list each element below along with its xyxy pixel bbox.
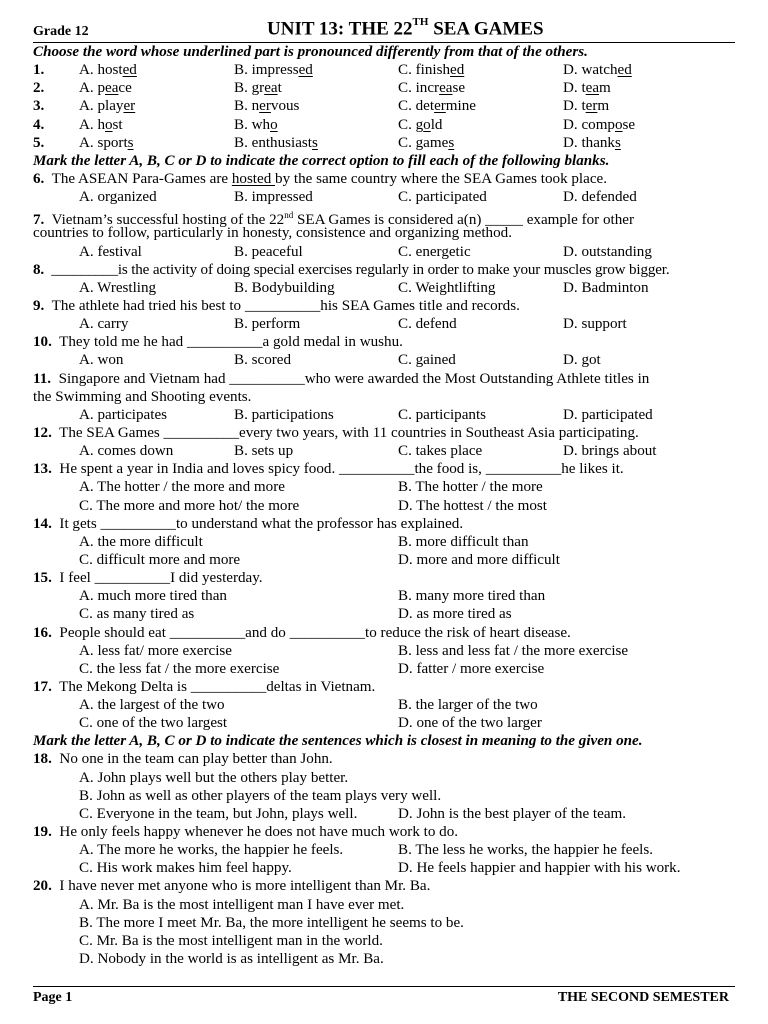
option-b: B. enthusiasts [234,134,318,151]
option-b: B. Bodybuilding [234,279,335,296]
pronunciation-item-1: 1. A. hosted B. impressed C. finished D. watched [33,62,632,79]
option-d: D. term [563,98,610,115]
question-13-stem: 13. He spent a year in India and loves spicy food. __________the food is, __________he likes it. [33,461,624,478]
option-b: B. more difficult than [398,533,529,550]
option-b: B. The hotter / the more [398,479,543,496]
option-d: D. John is the best player of the team. [398,805,627,822]
option-c: C. Everyone in the team, but John, plays well. [79,805,358,822]
option-d: D. got [563,352,601,369]
pronunciation-item-2: 2. A. peace B. great C. increase D. team [33,80,611,97]
option-b: B. impressed [234,189,313,206]
option-d: D. team [563,80,611,97]
instruction-fill-blanks: Mark the letter A, B, C or D to indicate the correct option to fill each of the following blanks. [33,152,610,169]
question-20-stem: 20. I have never met anyone who is more intelligent than Mr. Ba. [33,878,431,895]
option-a: A. The more he works, the happier he feels. [79,842,344,859]
page-footer [33,986,735,1007]
option-b: B. the larger of the two [398,697,538,714]
option-d: D. watched [563,62,632,79]
question-17-options [33,696,735,732]
option-a: A. comes down [79,443,174,460]
option-a: A. sports [79,134,134,151]
option-c: C. Weightlifting [398,279,496,296]
option-d: D. outstanding [563,243,652,260]
option-d: D. as more tired as [398,606,512,623]
option-d: D. more and more difficult [398,551,560,568]
option-b: B. great [234,80,282,97]
option-b: B. many more tired than [398,588,546,605]
option-b: B. The more I meet Mr. Ba, the more intelligent he seems to be. [79,914,464,931]
pronunciation-item-3: 3. A. player B. nervous C. determine D. term [33,98,610,115]
option-a: A. less fat/ more exercise [79,642,232,659]
question-15-stem: 15. I feel __________I did yesterday. [33,570,263,587]
page-title: UNIT 13: THE 22TH SEA GAMES [267,16,544,40]
question-6-options [33,188,735,206]
option-c: C. games [398,134,455,151]
option-c: C. His work makes him feel happy. [79,860,292,877]
option-a: A. carry [79,316,129,333]
question-19-options [33,841,735,877]
question-9-stem: 9. The athlete had tried his best to __________his SEA Games title and records. [33,297,520,314]
question-18-stem: 18. No one in the team can play better than John. [33,751,333,768]
option-b: B. who [234,116,278,133]
page-header [33,18,735,43]
question-11-stem: 11. Singapore and Vietnam had __________who were awarded the Most Outstanding Athlete titles in [33,370,650,387]
question-15-options [33,587,735,623]
option-c: C. takes place [398,443,483,460]
option-d: D. participated [563,406,653,423]
option-c: C. gained [398,352,456,369]
option-d: D. brings about [563,443,657,460]
option-a: A. Mr. Ba is the most intelligent man I have ever met. [79,896,405,913]
option-a: A. organized [79,189,157,206]
question-20-options [33,896,735,969]
option-b: B. John as well as other players of the team plays very well. [79,787,442,804]
option-a: A. Wrestling [79,279,157,296]
question-17-stem: 17. The Mekong Delta is __________deltas in Vietnam. [33,678,376,695]
option-a: A. John plays well but the others play better. [79,769,349,786]
question-14-options [33,533,735,569]
option-a: A. the largest of the two [79,697,225,714]
option-d: D. Badminton [563,279,649,296]
question-19-stem: 19. He only feels happy whenever he does not have much work to do. [33,824,459,841]
question-10-stem: 10. They told me he had __________a gold medal in wushu. [33,334,403,351]
question-8-stem: 8. _________is the activity of doing special exercises regularly in order to make your muscles grow bigger. [33,261,670,278]
option-a: A. won [79,352,124,369]
option-c: C. determine [398,98,476,115]
option-b: B. participations [234,406,334,423]
question-16-options [33,642,735,678]
question-7-options [33,243,735,261]
option-c: C. difficult more and more [79,551,241,568]
pronunciation-item-5: 5. A. sports B. enthusiasts C. games D. thanks [33,134,621,151]
option-d: D. fatter / more exercise [398,660,545,677]
question-16-stem: 16. People should eat __________and do __________to reduce the risk of heart disease. [33,624,571,641]
question-8-options [33,279,735,297]
option-a: A. player [79,98,136,115]
option-c: C. participants [398,406,487,423]
option-b: B. perform [234,316,301,333]
option-d: D. Nobody in the world is as intelligent as Mr. Ba. [79,951,384,968]
question-12-stem: 12. The SEA Games __________every two years, with 11 countries in Southeast Asia participating. [33,424,639,441]
question-10-options [33,351,735,369]
option-c: C. defend [398,316,457,333]
question-7-stem: 7. Vietnam’s successful hosting of the 22nd SEA Games is considered a(n) _____ example for other [33,210,634,229]
option-c: C. gold [398,116,443,133]
option-a: A. participates [79,406,168,423]
question-14-stem: 14. It gets __________to understand what the professor has explained. [33,515,464,532]
instruction-pronunciation: Choose the word whose underlined part is pronounced differently from that of the others. [33,44,588,60]
option-b: B. impressed [234,62,313,79]
option-a: A. much more tired than [79,588,227,605]
option-b: B. less and less fat / the more exercise [398,642,629,659]
option-a: A. peace [79,80,132,97]
instruction-meaning: Mark the letter A, B, C or D to indicate the sentences which is closest in meaning to the given one. [33,733,643,750]
page-number: Page 1 [33,990,73,1005]
option-c: C. participated [398,189,487,206]
grade-label: Grade 12 [33,24,89,39]
option-c: C. Mr. Ba is the most intelligent man in the world. [79,932,383,949]
option-a: A. festival [79,243,142,260]
option-c: C. as many tired as [79,606,195,623]
option-c: C. The more and more hot/ the more [79,497,300,514]
question-18-options [33,769,735,823]
option-a: A. the more difficult [79,533,203,550]
question-list [33,43,735,968]
option-d: D. He feels happier and happier with his work. [398,860,681,877]
option-d: D. support [563,316,627,333]
option-b: B. scored [234,352,292,369]
option-d: D. The hottest / the most [398,497,547,514]
option-c: C. the less fat / the more exercise [79,660,280,677]
option-c: C. one of the two largest [79,715,228,732]
option-d: D. defended [563,189,637,206]
option-b: B. sets up [234,443,294,460]
worksheet-page [33,18,735,968]
question-11-options [33,406,735,424]
question-11-stem-cont: the Swimming and Shooting events. [33,388,252,405]
option-a: A. The hotter / the more and more [79,479,285,496]
question-13-options [33,478,735,514]
option-c: C. finished [398,62,465,79]
option-b: B. The less he works, the happier he feels. [398,842,653,859]
option-a: A. hosted [79,62,137,79]
semester-label: THE SECOND SEMESTER [557,990,729,1005]
option-d: D. compose [563,116,636,133]
question-7-stem-cont: countries to follow, particularly in honesty, consistence and organizing method. [33,225,512,242]
option-b: B. peaceful [234,243,303,260]
option-c: C. energetic [398,243,471,260]
option-a: A. host [79,116,123,133]
question-6-stem: 6. The ASEAN Para-Games are hosted by the same country where the SEA Games took place. [33,170,607,187]
option-d: D. one of the two larger [398,715,542,732]
option-b: B. nervous [234,98,300,115]
pronunciation-item-4: 4. A. host B. who C. gold D. compose [33,116,636,133]
option-c: C. increase [398,80,466,97]
question-9-options [33,315,735,333]
option-d: D. thanks [563,134,621,151]
question-12-options [33,442,735,460]
